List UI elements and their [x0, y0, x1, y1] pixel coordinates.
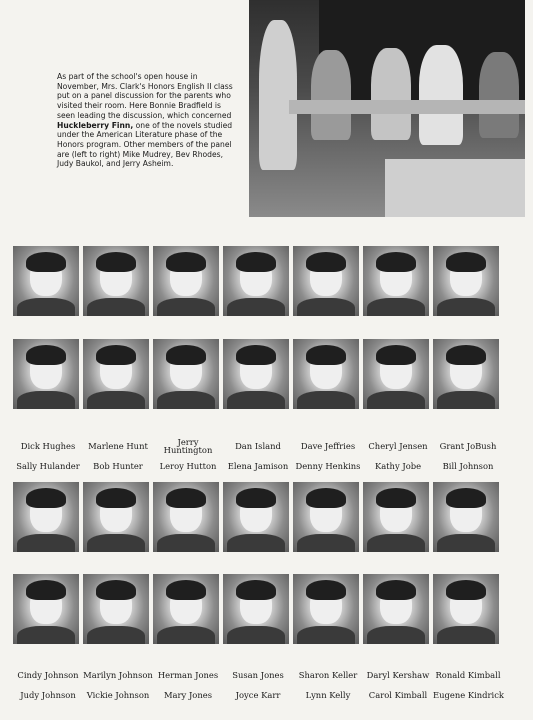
- name-row: [13, 456, 513, 476]
- portrait: [153, 246, 219, 316]
- portrait: [13, 482, 79, 552]
- student-name: Grant JoBush: [439, 441, 497, 451]
- student-name: Cheryl Jensen: [368, 441, 428, 451]
- portrait: [433, 574, 499, 644]
- names-block-bottom: [13, 665, 513, 705]
- student-name: Leroy Hutton: [159, 461, 217, 471]
- portrait-row: [13, 339, 505, 410]
- caption-text-2: one of the novels studied under the American Literature phase of the Honors program. Other members of the panel are (left to right) Mike Mudrey, Bev Rhodes, Judy Baukol, and Jerry Asheim.: [57, 120, 233, 169]
- student-name: Daryl Kershaw: [366, 670, 430, 680]
- portrait: [153, 574, 219, 644]
- names-block-top: [13, 436, 513, 476]
- portrait: [83, 482, 149, 552]
- student-name: Judy Johnson: [20, 690, 76, 700]
- student-name: Sally Hulander: [16, 461, 80, 471]
- name-row: [13, 685, 513, 705]
- portrait: [293, 339, 359, 409]
- portrait: [293, 574, 359, 644]
- name-row: [13, 436, 513, 456]
- portrait: [153, 339, 219, 409]
- caption-book-title: Huckleberry Finn,: [57, 120, 134, 130]
- student-name: Lynn Kelly: [305, 690, 351, 700]
- portrait: [83, 246, 149, 316]
- portrait: [223, 574, 289, 644]
- caption-text-1: As part of the school's open house in November, Mrs. Clark's Honors English II class put on a panel discussion for the parents who visited their room. Here Bonnie Bradfield is seen leading the discussion, which concerned: [57, 72, 233, 120]
- student-name: Ronald Kimball: [435, 670, 501, 680]
- portrait: [433, 482, 499, 552]
- student-name: Marilyn Johnson: [83, 670, 153, 680]
- portrait: [13, 246, 79, 316]
- student-name: Eugene Kindrick: [433, 690, 504, 700]
- student-name: Cindy Johnson: [17, 670, 79, 680]
- student-name: Denny Henkins: [295, 461, 361, 471]
- portrait: [223, 482, 289, 552]
- portrait: [83, 574, 149, 644]
- student-name: Kathy Jobe: [374, 461, 422, 471]
- portrait: [363, 246, 429, 316]
- portrait: [363, 339, 429, 409]
- portrait-row: [13, 246, 505, 317]
- student-name: Elena Jamison: [227, 461, 289, 471]
- portrait: [13, 339, 79, 409]
- portrait: [293, 482, 359, 552]
- student-name: Joyce Karr: [235, 690, 281, 700]
- student-name: Mary Jones: [163, 690, 212, 700]
- portrait: [13, 574, 79, 644]
- portrait: [223, 339, 289, 409]
- student-name: Marlene Hunt: [88, 441, 148, 451]
- portrait: [363, 482, 429, 552]
- panel-discussion-photo: [249, 0, 525, 217]
- portrait-grid-bottom: [13, 482, 505, 645]
- student-name: Susan Jones: [232, 670, 284, 680]
- portrait: [293, 246, 359, 316]
- portrait: [433, 246, 499, 316]
- portrait-row: [13, 574, 505, 645]
- student-name: Dan Island: [235, 441, 281, 451]
- portrait: [83, 339, 149, 409]
- student-name: Sharon Keller: [298, 670, 358, 680]
- portrait: [363, 574, 429, 644]
- name-row: [13, 665, 513, 685]
- student-name: Vickie Johnson: [86, 690, 150, 700]
- student-name: Bob Hunter: [93, 461, 143, 471]
- photo-caption: [57, 72, 235, 169]
- student-name: Jerry Huntington: [163, 437, 213, 455]
- student-name: Herman Jones: [157, 670, 219, 680]
- portrait: [433, 339, 499, 409]
- portrait-grid-top: [13, 246, 505, 410]
- student-name: Dick Hughes: [20, 441, 76, 451]
- portrait: [153, 482, 219, 552]
- portrait: [223, 246, 289, 316]
- student-name: Bill Johnson: [442, 461, 494, 471]
- student-name: Carol Kimball: [368, 690, 428, 700]
- portrait-row: [13, 482, 505, 553]
- student-name: Dave Jeffries: [300, 441, 356, 451]
